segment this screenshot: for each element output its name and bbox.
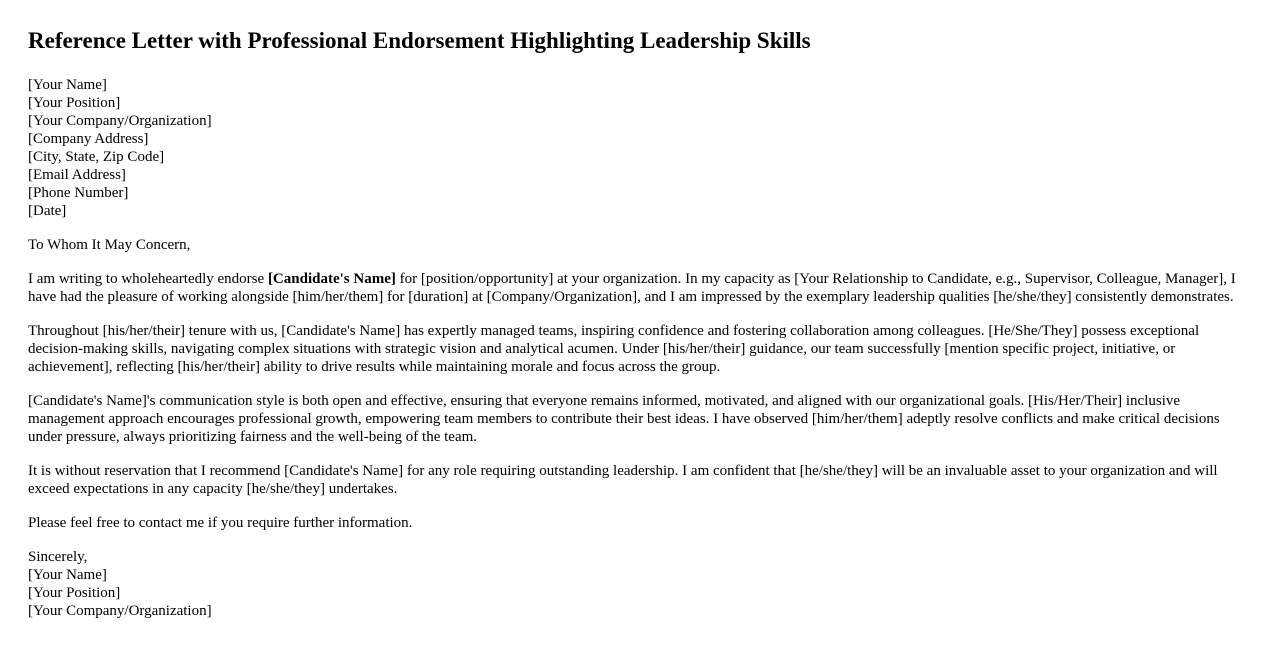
closing-position: [Your Position] [28, 585, 121, 601]
paragraph-recommendation: It is without reservation that I recommend [Candidate's Name] for any role requiring outstanding leadership. I am confident that [he/she/they] will be an invaluable asset to your organization and will exceed expectations in any capacity [he/she/they] undertakes. [28, 463, 1218, 497]
paragraph-endorsement [28, 270, 1250, 306]
candidate-name-bold: [Candidate's Name] [267, 271, 396, 287]
paragraph-communication: [Candidate's Name]'s communication style is both open and effective, ensuring that everyone remains informed, motivated, and aligned with our organizational goals. [His/Her/Their] inclusive management approach encourages professional growth, empowering team members to contribute their best ideas. I have observed [him/her/them] adeptly resolve conflicts and make critical decisions under pressure, always prioritizing fairness and the well-being of the team. [28, 393, 1220, 445]
paragraph-endorsement-rest: for [position/opportunity] at your organization. In my capacity as [Your Relationship to Candidate, e.g., Supervisor, Colleague, Manager], I have had the pleasure of working alongside [him/her/them] for [duration] at [Company/Organization], and I am impressed by the exemplary leadership qualities [he/she/they] consistently demonstrates. [28, 271, 1236, 305]
closing-block [28, 548, 1250, 620]
sender-name: [Your Name] [28, 77, 107, 93]
sender-phone: [Phone Number] [28, 185, 129, 201]
sender-email: [Email Address] [28, 167, 126, 183]
closing-name: [Your Name] [28, 567, 107, 583]
paragraph-leadership: Throughout [his/her/their] tenure with us, [Candidate's Name] has expertly managed teams, inspiring confidence and fostering collaboration among colleagues. [He/She/They] possess exceptional decision-making skills, navigating complex situations with strategic vision and analytical acumen. Under [his/her/their] guidance, our team successfully [mention specific project, initiative, or achievement], reflecting [his/her/their] ability to drive results while maintaining morale and focus across the group. [28, 323, 1200, 375]
paragraph-endorsement-start: I am writing to wholeheartedly endorse [28, 271, 268, 287]
sender-city-state-zip: [City, State, Zip Code] [28, 149, 165, 165]
sender-position: [Your Position] [28, 95, 121, 111]
salutation: To Whom It May Concern, [28, 237, 191, 253]
sender-block [28, 76, 1250, 220]
closing-company: [Your Company/Organization] [28, 603, 212, 619]
paragraph-contact: Please feel free to contact me if you require further information. [28, 515, 413, 531]
sender-address: [Company Address] [28, 131, 149, 147]
closing-sincerely: Sincerely, [28, 549, 88, 565]
letter-date: [Date] [28, 203, 67, 219]
letter-title: Reference Letter with Professional Endorsement Highlighting Leadership Skills [28, 28, 811, 53]
sender-company: [Your Company/Organization] [28, 113, 212, 129]
